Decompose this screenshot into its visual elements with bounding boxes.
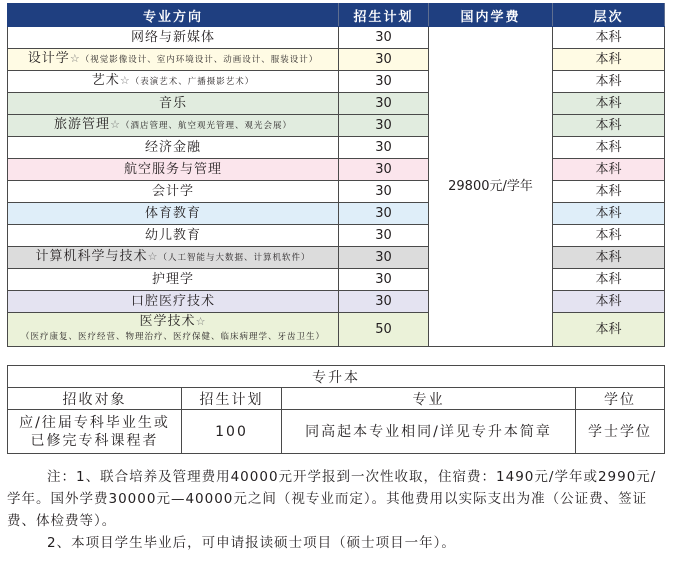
- cell-plan: 100: [182, 410, 282, 454]
- cell-major: [8, 115, 339, 137]
- cell-level: 本科: [553, 115, 665, 137]
- cell-plan: 30: [339, 247, 429, 269]
- cell-level: 本科: [553, 159, 665, 181]
- major-note: （酒店管理、航空观光管理、观光会展）: [120, 121, 292, 131]
- cell-plan: 30: [339, 291, 429, 313]
- cell-major: [8, 181, 339, 203]
- table-row: [8, 71, 665, 93]
- cell-major: [8, 49, 339, 71]
- cell-level: 本科: [553, 203, 665, 225]
- table-row: [8, 225, 665, 247]
- cell-fee: 29800元/学年: [429, 27, 553, 347]
- header-major: 专业: [282, 388, 576, 410]
- cell-major: [8, 313, 339, 347]
- table-row: [8, 159, 665, 181]
- cell-major: [8, 27, 339, 49]
- header-plan: 招生计划: [339, 4, 429, 27]
- major-note: （医疗康复、医疗经营、物理治疗、医疗保健、临床病理学、牙齿卫生）: [20, 332, 325, 342]
- table-row: [8, 410, 665, 454]
- cell-major: [8, 203, 339, 225]
- table-row: [8, 181, 665, 203]
- target-line-1: 应/往届专科毕业生或: [19, 414, 170, 431]
- cell-plan: 30: [339, 225, 429, 247]
- table-row: [8, 291, 665, 313]
- cell-major: [8, 291, 339, 313]
- note-1: 注：1、联合培养及管理费用40000元开学报到一次性收取，住宿费：1490元/学年或2990元/学年。国外学费30000元—40000元之间（视专业而定）。其他费用以实际支出为准（公证费、签证费、体检费等）。: [7, 469, 657, 529]
- cell-target: [8, 410, 182, 454]
- cell-plan: 30: [339, 203, 429, 225]
- major-name: 护理学: [151, 271, 194, 287]
- star-icon: ☆: [119, 74, 131, 87]
- cell-plan: 30: [339, 269, 429, 291]
- cell-level: 本科: [553, 291, 665, 313]
- cell-plan: 30: [339, 159, 429, 181]
- header-plan: 招生计划: [182, 388, 282, 410]
- cell-major: [8, 247, 339, 269]
- header-fee: 国内学费: [429, 4, 553, 27]
- header-target: 招收对象: [8, 388, 182, 410]
- table-row: [8, 27, 665, 49]
- cell-level: 本科: [553, 93, 665, 115]
- header-major: 专业方向: [8, 4, 339, 27]
- note-2: 2、本项目学生毕业后，可申请报读硕士项目（硕士项目一年）。: [47, 535, 456, 551]
- sub-table-title-row: [8, 366, 665, 388]
- cell-level: 本科: [553, 269, 665, 291]
- major-name: 经济金融: [144, 139, 201, 155]
- major-name: 医学技术: [139, 314, 196, 329]
- undergraduate-program-table: [7, 3, 665, 347]
- major-name: 艺术: [91, 73, 120, 88]
- star-icon: ☆: [69, 52, 81, 65]
- cell-plan: 30: [339, 137, 429, 159]
- star-icon: ☆: [110, 118, 121, 131]
- header-level: 层次: [553, 4, 665, 27]
- cell-major: [8, 159, 339, 181]
- target-line-2: 已修完专科课程者: [30, 432, 159, 449]
- table-row: [8, 137, 665, 159]
- cell-major: [8, 269, 339, 291]
- cell-major: 同高起本专业相同/详见专升本简章: [282, 410, 576, 454]
- star-icon: ☆: [147, 250, 159, 263]
- major-name: 计算机科学与技术: [35, 249, 148, 264]
- cell-plan: 30: [339, 115, 429, 137]
- table-row: [8, 247, 665, 269]
- major-note: （人工智能与大数据、计算机软件）: [158, 253, 311, 263]
- cell-level: 本科: [553, 137, 665, 159]
- major-note: （视觉影像设计、室内环境设计、动画设计、服装设计）: [80, 55, 319, 65]
- cell-level: 本科: [553, 27, 665, 49]
- table-row: [8, 115, 665, 137]
- major-name: 网络与新媒体: [130, 29, 215, 45]
- cell-plan: 50: [339, 313, 429, 347]
- cell-level: 本科: [553, 49, 665, 71]
- cell-level: 本科: [553, 225, 665, 247]
- cell-degree: 学士学位: [576, 410, 665, 454]
- major-name: 会计学: [151, 183, 194, 199]
- table-row: [8, 269, 665, 291]
- major-name: 幼儿教育: [144, 227, 201, 243]
- header-degree: 学位: [576, 388, 665, 410]
- cell-plan: 30: [339, 93, 429, 115]
- table-row: [8, 203, 665, 225]
- major-name: 口腔医疗技术: [130, 293, 215, 309]
- major-name: 音乐: [158, 95, 187, 111]
- cell-plan: 30: [339, 181, 429, 203]
- sub-table-title: 专升本: [8, 366, 665, 388]
- major-name: 设计学: [27, 51, 70, 66]
- table-row: [8, 313, 665, 347]
- table-row: [8, 49, 665, 71]
- major-name: 体育教育: [144, 205, 201, 221]
- table-header-row: [8, 4, 665, 27]
- major-note: （表演艺术、广播摄影艺术）: [130, 77, 255, 87]
- cell-major: [8, 137, 339, 159]
- notes-section: [7, 466, 667, 554]
- major-name: 旅游管理: [54, 117, 111, 132]
- cell-major: [8, 71, 339, 93]
- cell-level: 本科: [553, 313, 665, 347]
- cell-level: 本科: [553, 181, 665, 203]
- cell-plan: 30: [339, 49, 429, 71]
- cell-level: 本科: [553, 71, 665, 93]
- upgrade-program-table: [7, 365, 665, 454]
- cell-plan: 30: [339, 27, 429, 49]
- cell-major: [8, 225, 339, 247]
- star-icon: ☆: [195, 315, 207, 328]
- cell-plan: 30: [339, 71, 429, 93]
- table-row: [8, 93, 665, 115]
- cell-level: 本科: [553, 247, 665, 269]
- sub-table-header-row: [8, 388, 665, 410]
- cell-major: [8, 93, 339, 115]
- major-name: 航空服务与管理: [123, 161, 222, 177]
